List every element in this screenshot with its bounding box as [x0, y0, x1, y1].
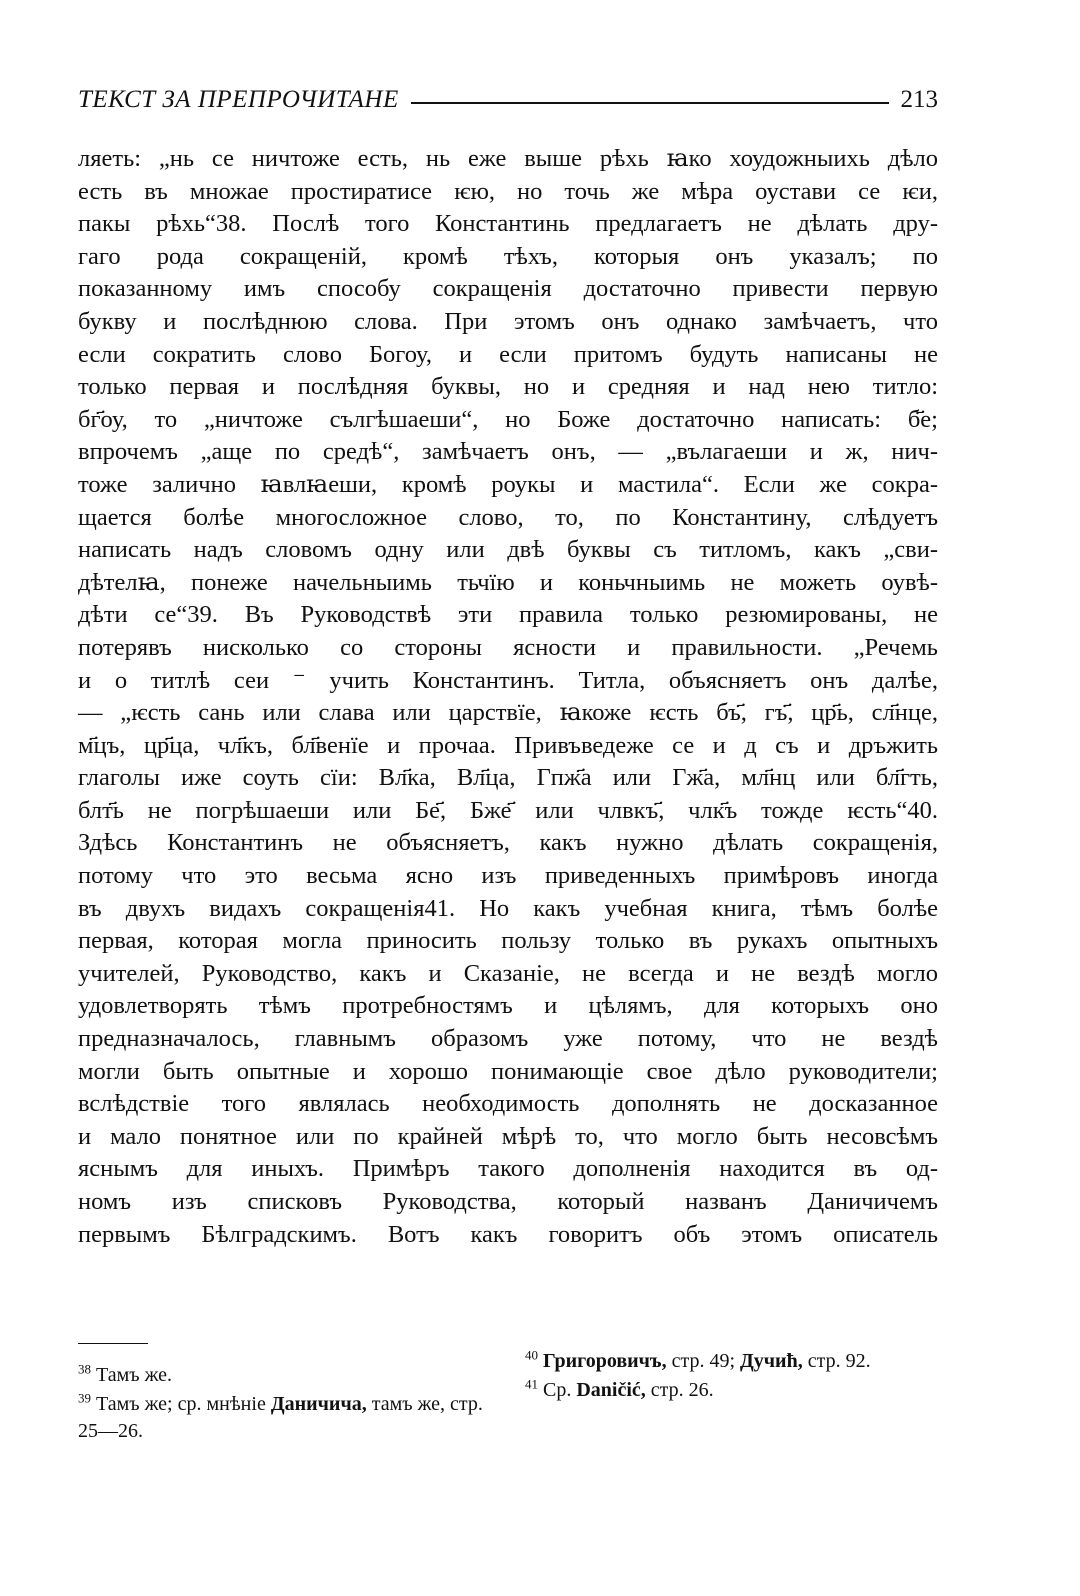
- footnote-text: Ср.: [543, 1379, 577, 1401]
- text-line: и о титлѣ сеи ⁻ учить Константинъ. Титла, объясняетъ онъ далѣе,: [78, 666, 938, 694]
- text-line: предназначалось, главнымъ образомъ уже потому, что не вездѣ: [78, 1025, 938, 1053]
- header-rule: [411, 102, 889, 104]
- footnote-text: стр. 92.: [802, 1350, 871, 1372]
- footnote-number: 41: [525, 1376, 538, 1392]
- text-line: щается болѣе многосложное слово, то, по Константину, слѣдуетъ: [78, 503, 938, 531]
- text-line: только первая и послѣдняя буквы, но и средняя и над нею титло:: [78, 373, 938, 401]
- footnote-text: стр. 26.: [645, 1379, 714, 1401]
- footnote-number: 40: [525, 1347, 538, 1363]
- footnote-author: Дучић,: [740, 1350, 803, 1372]
- text-line: если сократить слово Богоу, и если притомъ будуть написаны не: [78, 340, 938, 368]
- text-line: дѣти се“39. Въ Руководствѣ эти правила только резюмированы, не: [78, 601, 938, 629]
- footnote-author: Григоровичъ,: [543, 1350, 667, 1372]
- footnote-38: [78, 1362, 488, 1389]
- footnote-text: стр. 49;: [666, 1350, 741, 1372]
- text-line: вслѣдствiе того являлась необходимость дополнять не досказанное: [78, 1090, 938, 1118]
- text-line: потерявъ нисколько со стороны ясности и правильности. „Речемь: [78, 633, 938, 661]
- text-line: бг҃оу, то „ничтоже сългѣшаеши“, но Боже достаточно написать: б҃е;: [78, 405, 938, 433]
- text-line: есть въ множае простиратисе ѥю, но точь же мѣра оустави се ѥи,: [78, 177, 938, 205]
- footnote-number: 39: [78, 1390, 91, 1406]
- text-line: блт҃ь не погрѣшаеши или Бе҃, Бже҃ или члвкъ҃, члк҃ъ тожде ѥсть“40.: [78, 796, 938, 824]
- page-header: [78, 74, 938, 114]
- text-line: дѣтелꙗ, понеже начельныимь тьчïю и коньчныимь не можеть оувѣ-: [78, 568, 938, 596]
- footnote-author: Daničić,: [576, 1379, 646, 1401]
- footnote-text: Тамъ же; ср. мнѣнiе: [96, 1393, 271, 1415]
- text-line: удовлетворять тѣмъ протребностямъ и цѣлямъ, для которыхъ оно: [78, 992, 938, 1020]
- text-line: показанному имъ способу сокращенiя достаточно привести первую: [78, 275, 938, 303]
- text-line: букву и послѣднюю слова. При этомъ онъ однако замѣчаетъ, что: [78, 307, 938, 335]
- text-line: первымъ Бѣлградскимъ. Вотъ какъ говоритъ объ этомъ описатель: [78, 1220, 938, 1248]
- text-line: могли быть опытные и хорошо понимающiе свое дѣло руководители;: [78, 1057, 938, 1085]
- footnote-number: 38: [78, 1361, 91, 1377]
- text-line: впрочемъ „аще по средѣ“, замѣчаетъ онъ, — „вълагаеши и ж, нич-: [78, 438, 938, 466]
- footnotes-left-column: [78, 1362, 488, 1447]
- text-line: учителей, Руководство, какъ и Сказанiе, не всегда и не вездѣ могло: [78, 959, 938, 987]
- text-line: номъ изъ списковъ Руководства, который названъ Даничичемъ: [78, 1188, 938, 1215]
- main-text: [78, 143, 938, 1251]
- running-title: ТЕКСТ ЗА ПРЕПРОЧИТАНЕ: [78, 86, 399, 113]
- footnote-40: [525, 1348, 938, 1375]
- footnote-author: Даничича,: [270, 1393, 367, 1415]
- footnote-text: Тамъ же.: [96, 1364, 173, 1386]
- footnote-rule: [78, 1343, 148, 1344]
- text-line: написать надъ словомъ одну или двѣ буквы съ титломъ, какъ „сви-: [78, 536, 938, 564]
- text-line: пакы рѣхь“38. Послѣ того Константинь предлагаетъ не дѣлать дру-: [78, 210, 938, 238]
- text-line: первая, которая могла приносить пользу только въ рукахъ опытныхъ: [78, 927, 938, 955]
- footnotes-right-column: [525, 1348, 938, 1406]
- footnote-39: [78, 1391, 488, 1445]
- text-line: тоже залично ꙗвлꙗеши, кромѣ роукы и мастила“. Если же сокра-: [78, 470, 938, 498]
- page-number: 213: [900, 86, 938, 113]
- text-line: Здѣсь Константинъ не объясняетъ, какъ нужно дѣлать сокращенiя,: [78, 829, 938, 857]
- text-line: яснымъ для иныхъ. Примѣръ такого дополненiя находится въ од-: [78, 1155, 938, 1183]
- text-line: — „ѥсть сань или слава или царствïе, ꙗкоже ѥсть бъ҃, гъ҃, цр҃ь, сл҃нце,: [78, 699, 938, 727]
- text-line: ляеть: „нь се ничтоже есть, нь еже выше рѣхь ꙗко хоудожныихь дѣло: [78, 145, 938, 172]
- footnote-41: [525, 1377, 938, 1404]
- text-line: гаго рода сокращенiй, кромѣ тѣхъ, которыя онъ указалъ; по: [78, 242, 938, 270]
- text-line: въ двухъ видахъ сокращенiя41. Но какъ учебная книга, тѣмъ болѣе: [78, 894, 938, 922]
- text-line: и мало понятное или по крайней мѣрѣ то, что могло быть несовсѣмъ: [78, 1122, 938, 1150]
- footnote-text: тамъ же, стр. 25—26.: [78, 1393, 483, 1442]
- text-line: глаголы иже соуть сïи: Вл҃ка, Вл҃ца, Гпж҃а или Гж҃а, мл҃нц или бл҃гть,: [78, 764, 938, 792]
- text-line: потому что это весьма ясно изъ приведенныхъ примѣровъ иногда: [78, 862, 938, 890]
- text-line: м҃цъ, цр҃ца, чл҃къ, бл҃венïе и прочаа. Привъведеже се и д съ и дръжить: [78, 731, 938, 759]
